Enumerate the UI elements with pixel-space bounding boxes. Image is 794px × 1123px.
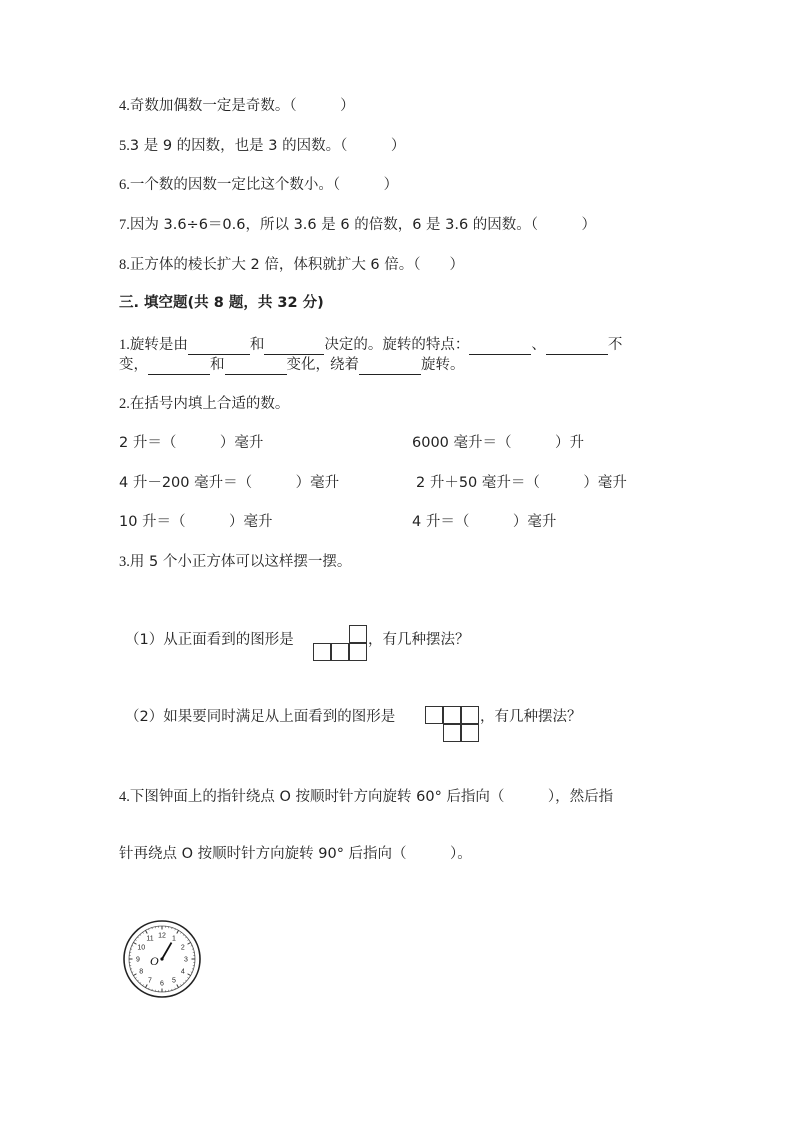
clock-number: 12 xyxy=(158,932,166,940)
section-title: 三. 填空题(共 8 题，共 32 分) xyxy=(119,295,324,311)
q1-line-2: 变， 和 变化，绕着 旋转。 xyxy=(119,357,465,373)
figure-cell xyxy=(443,724,461,742)
judge-item-8: 8.正方体的棱长扩大 2 倍，体积就扩大 6 倍。（ ） xyxy=(119,257,465,273)
judge-item-6: 6.一个数的因数一定比这个数小。（ ） xyxy=(119,177,399,193)
judge-item-5: 5.3 是 9 的因数，也是 3 的因数。（ ） xyxy=(119,138,406,154)
answer-blank[interactable] xyxy=(546,338,608,355)
q2-item: 10 升＝（ ）毫升 xyxy=(119,514,273,530)
figure-cell xyxy=(349,643,367,661)
front-view-figure xyxy=(313,625,367,663)
clock-number: 1 xyxy=(172,935,176,943)
clock-center-dot xyxy=(160,957,163,960)
answer-blank[interactable] xyxy=(225,358,287,375)
q3-sub2-text-post: ，有几种摆法？ xyxy=(480,709,582,725)
clock-face-figure xyxy=(122,919,202,999)
answer-blank[interactable] xyxy=(359,358,421,375)
figure-cell xyxy=(461,706,479,724)
clock-number: 11 xyxy=(146,935,154,943)
answer-blank[interactable] xyxy=(469,338,531,355)
clock-number: 6 xyxy=(160,980,164,988)
answer-blank[interactable] xyxy=(148,358,210,375)
clock-number: 10 xyxy=(137,944,146,952)
q2-item: 6000 毫升＝（ ）升 xyxy=(412,435,585,451)
figure-cell xyxy=(313,643,331,661)
figure-cell xyxy=(425,706,443,724)
q2-item: 2 升＋50 毫升＝（ ）毫升 xyxy=(416,475,627,491)
answer-blank[interactable] xyxy=(264,338,324,355)
q1-line-1: 1.旋转是由 和 决定的。旋转的特点： 、 不 xyxy=(119,337,623,353)
q2-title: 2.在括号内填上合适的数。 xyxy=(119,396,290,412)
clock-number: 4 xyxy=(180,968,185,976)
clock-number: 2 xyxy=(180,944,185,952)
q3-sub1-text-pre: （1）从正面看到的图形是 xyxy=(125,632,294,648)
figure-cell xyxy=(349,625,367,643)
figure-cell xyxy=(461,724,479,742)
clock-number: 7 xyxy=(148,977,152,985)
judge-item-4: 4.奇数加偶数一定是奇数。（ ） xyxy=(119,98,355,114)
q4-line-2: 针再绕点 O 按顺时针方向旋转 90° 后指向（ ）。 xyxy=(119,846,472,862)
q4-line-1: 4.下图钟面上的指针绕点 O 按顺时针方向旋转 60° 后指向（ ），然后指 xyxy=(119,789,614,805)
q3-title: 3.用 5 个小正方体可以这样摆一摆。 xyxy=(119,554,352,570)
clock-number: 9 xyxy=(136,956,140,964)
clock-center-label: O xyxy=(150,954,159,968)
q3-sub2-text-pre: （2）如果要同时满足从上面看到的图形是 xyxy=(125,709,396,725)
top-view-figure xyxy=(425,706,479,744)
q2-item: 2 升＝（ ）毫升 xyxy=(119,435,264,451)
q2-item: 4 升＝（ ）毫升 xyxy=(412,514,557,530)
q3-sub1-text-post: ，有几种摆法？ xyxy=(368,632,470,648)
figure-cell xyxy=(331,643,349,661)
clock-number: 3 xyxy=(184,956,188,964)
judge-item-7: 7.因为 3.6÷6＝0.6，所以 3.6 是 6 的倍数，6 是 3.6 的因数。（ ） xyxy=(119,217,597,233)
figure-cell xyxy=(443,706,461,724)
clock-number: 5 xyxy=(172,977,176,985)
q2-item: 4 升－200 毫升＝（ ）毫升 xyxy=(119,475,340,491)
clock-number: 8 xyxy=(139,968,144,976)
answer-blank[interactable] xyxy=(188,338,250,355)
